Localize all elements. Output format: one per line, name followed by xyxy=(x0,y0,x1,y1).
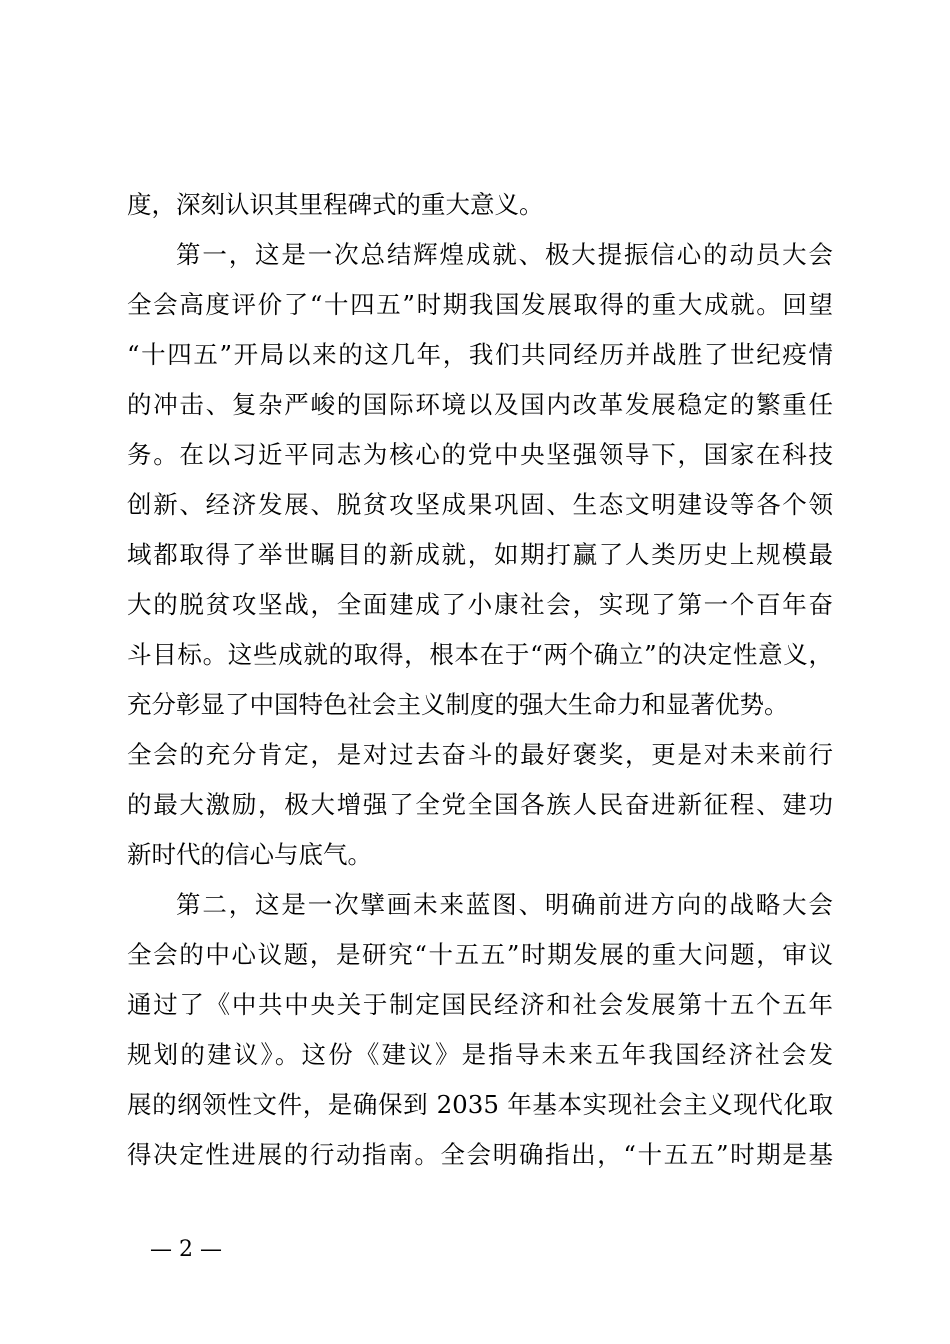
paragraph-line: 的冲击、复杂严峻的国际环境以及国内改革发展稳定的繁重任 xyxy=(127,390,833,419)
paragraph-line: 务。在以习近平同志为核心的党中央坚强领导下，国家在科技 xyxy=(127,440,833,469)
paragraph-line: 第一，这是一次总结辉煌成就、极大提振信心的动员大会 xyxy=(176,240,833,269)
paragraph-line: 全会的充分肯定，是对过去奋斗的最好褒奖，更是对未来前行 xyxy=(127,740,833,769)
paragraph-line: 规划的建议》。这份《建议》是指导未来五年我国经济社会发 xyxy=(127,1040,833,1069)
paragraph-line: 得决定性进展的行动指南。全会明确指出，“十五五”时期是基 xyxy=(127,1140,833,1169)
paragraph-line: 度，深刻认识其里程碑式的重大意义。 xyxy=(127,190,544,219)
page-number: — 2 — xyxy=(150,1237,222,1262)
paragraph-line: 创新、经济发展、脱贫攻坚成果巩固、生态文明建设等各个领 xyxy=(127,490,833,519)
paragraph-line: 全会的中心议题，是研究“十五五”时期发展的重大问题，审议 xyxy=(127,940,833,969)
paragraph-line: 通过了《中共中央关于制定国民经济和社会发展第十五个五年 xyxy=(127,990,833,1019)
paragraph-line: “十四五”开局以来的这几年，我们共同经历并战胜了世纪疫情 xyxy=(127,340,833,369)
paragraph-line: 展的纲领性文件，是确保到 2035 年基本实现社会主义现代化取 xyxy=(127,1090,833,1119)
paragraph-line: 的最大激励，极大增强了全党全国各族人民奋进新征程、建功 xyxy=(127,790,833,819)
paragraph-line: 充分彰显了中国特色社会主义制度的强大生命力和显著优势。 xyxy=(127,690,789,719)
paragraph-line: 大的脱贫攻坚战，全面建成了小康社会，实现了第一个百年奋 xyxy=(127,590,833,619)
paragraph-line: 全会高度评价了“十四五”时期我国发展取得的重大成就。回望 xyxy=(127,290,833,319)
paragraph-line: 域都取得了举世瞩目的新成就，如期打赢了人类历史上规模最 xyxy=(127,540,833,569)
paragraph-line: 斗目标。这些成就的取得，根本在于“两个确立”的决定性意义， xyxy=(127,640,833,669)
paragraph-line: 第二，这是一次擘画未来蓝图、明确前进方向的战略大会 xyxy=(176,890,833,919)
paragraph-line: 新时代的信心与底气。 xyxy=(127,840,372,869)
